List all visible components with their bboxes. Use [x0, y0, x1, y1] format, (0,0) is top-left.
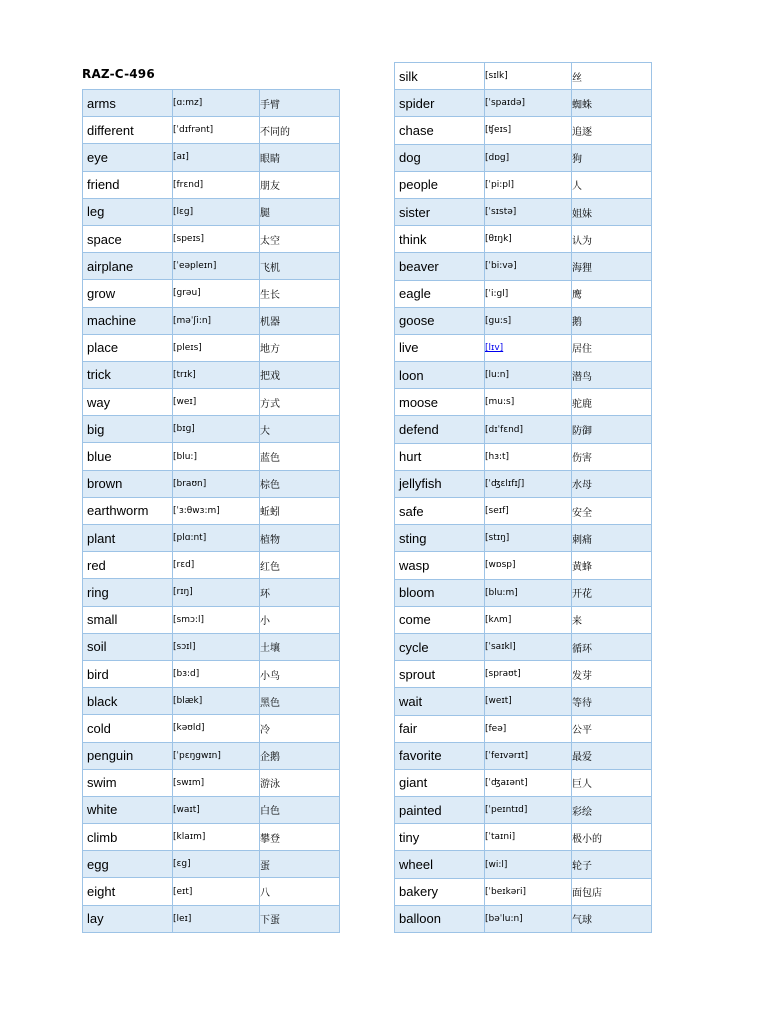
vocab-row: [83, 525, 340, 552]
vocab-row: [395, 688, 652, 715]
vocab-word: swim: [83, 769, 173, 796]
vocab-word: goose: [395, 307, 485, 334]
vocab-row: [395, 117, 652, 144]
vocab-row: [83, 144, 340, 171]
vocab-phonetic: [feə]: [485, 715, 572, 742]
vocab-translation: 伤害: [572, 443, 652, 470]
vocab-translation: 黑色: [260, 688, 340, 715]
vocab-word: soil: [83, 633, 173, 660]
vocab-translation: 面包店: [572, 878, 652, 905]
vocab-translation: 蓝色: [260, 443, 340, 470]
vocab-translation: 大: [260, 416, 340, 443]
vocab-word: bird: [83, 660, 173, 687]
vocab-phonetic: [ˈpɛŋgwɪn]: [173, 742, 260, 769]
vocab-phonetic: [rɛd]: [173, 552, 260, 579]
vocab-translation: 人: [572, 171, 652, 198]
vocab-phonetic: [spraʊt]: [485, 661, 572, 688]
vocab-word: favorite: [395, 742, 485, 769]
vocab-phonetic: [trɪk]: [173, 361, 260, 388]
vocabulary-table-right: [394, 62, 652, 933]
vocab-word: climb: [83, 824, 173, 851]
vocab-word: giant: [395, 769, 485, 796]
vocab-translation: 安全: [572, 498, 652, 525]
vocab-word: painted: [395, 797, 485, 824]
vocab-word: loon: [395, 362, 485, 389]
vocab-translation: 等待: [572, 688, 652, 715]
vocab-translation: 认为: [572, 226, 652, 253]
vocab-translation: 海狸: [572, 253, 652, 280]
vocab-row: [83, 225, 340, 252]
vocabulary-table-right-body: [395, 63, 652, 933]
vocab-word: hurt: [395, 443, 485, 470]
vocab-row: [395, 416, 652, 443]
vocab-phonetic: [waɪt]: [173, 796, 260, 823]
vocab-translation: 公平: [572, 715, 652, 742]
vocab-word: eye: [83, 144, 173, 171]
vocab-row: [83, 389, 340, 416]
vocab-translation: 环: [260, 579, 340, 606]
vocab-row: [83, 633, 340, 660]
vocab-phonetic: [weɪ]: [173, 389, 260, 416]
vocab-translation: 鹰: [572, 280, 652, 307]
vocab-phonetic: [speɪs]: [173, 225, 260, 252]
vocab-translation: 眼睛: [260, 144, 340, 171]
vocab-word: wasp: [395, 552, 485, 579]
vocab-phonetic: [rɪŋ]: [173, 579, 260, 606]
vocab-row: [395, 334, 652, 361]
vocab-phonetic: [sɔɪl]: [173, 633, 260, 660]
vocab-phonetic: [gu:s]: [485, 307, 572, 334]
vocabulary-table-left: [82, 89, 340, 933]
vocab-word: friend: [83, 171, 173, 198]
vocab-word: sister: [395, 198, 485, 225]
vocab-row: [83, 307, 340, 334]
vocab-word: dog: [395, 144, 485, 171]
vocab-row: [83, 361, 340, 388]
vocab-word: live: [395, 334, 485, 361]
vocab-word: red: [83, 552, 173, 579]
vocab-row: [83, 253, 340, 280]
vocab-phonetic: [ˈbeɪkəri]: [485, 878, 572, 905]
vocab-phonetic: [kəʊld]: [173, 715, 260, 742]
vocab-phonetic: [məˈʃi:n]: [173, 307, 260, 334]
vocab-word: tiny: [395, 824, 485, 851]
vocab-phonetic: [leɪ]: [173, 905, 260, 932]
vocab-row: [83, 715, 340, 742]
vocab-translation: 狗: [572, 144, 652, 171]
vocab-row: [395, 769, 652, 796]
vocab-row: [395, 552, 652, 579]
vocab-phonetic: [dɪˈfɛnd]: [485, 416, 572, 443]
vocab-row: [83, 171, 340, 198]
vocab-translation: 防御: [572, 416, 652, 443]
vocab-translation: 居住: [572, 334, 652, 361]
vocab-translation: 土壤: [260, 633, 340, 660]
vocab-row: [395, 606, 652, 633]
vocab-phonetic: [sɪlk]: [485, 63, 572, 90]
vocab-phonetic: [pleɪs]: [173, 334, 260, 361]
vocab-phonetic: [ˈtaɪni]: [485, 824, 572, 851]
vocab-word: moose: [395, 389, 485, 416]
vocab-phonetic: [eɪt]: [173, 878, 260, 905]
vocab-word: sprout: [395, 661, 485, 688]
vocab-row: [83, 878, 340, 905]
vocab-row: [83, 280, 340, 307]
vocab-word: different: [83, 117, 173, 144]
vocab-translation: 气球: [572, 905, 652, 932]
vocab-word: penguin: [83, 742, 173, 769]
vocab-word: spider: [395, 90, 485, 117]
vocab-row: [395, 226, 652, 253]
vocab-word: machine: [83, 307, 173, 334]
vocab-translation: 蜘蛛: [572, 90, 652, 117]
vocab-phonetic: [wi:l]: [485, 851, 572, 878]
vocab-translation: 冷: [260, 715, 340, 742]
vocab-word: eight: [83, 878, 173, 905]
vocab-phonetic: [frɛnd]: [173, 171, 260, 198]
vocab-phonetic: [ˈpeɪntɪd]: [485, 797, 572, 824]
vocab-word: safe: [395, 498, 485, 525]
vocab-phonetic: [ˈʤaɪənt]: [485, 769, 572, 796]
vocab-translation: 蚯蚓: [260, 497, 340, 524]
vocab-phonetic: [ˈsaɪkl]: [485, 633, 572, 660]
vocab-row: [395, 307, 652, 334]
vocab-phonetic: [ɛg]: [173, 851, 260, 878]
vocab-row: [83, 117, 340, 144]
vocab-translation: 地方: [260, 334, 340, 361]
vocab-row: [83, 796, 340, 823]
vocab-row: [395, 470, 652, 497]
vocab-word: big: [83, 416, 173, 443]
vocab-word: jellyfish: [395, 470, 485, 497]
vocab-row: [395, 144, 652, 171]
vocab-row: [83, 334, 340, 361]
vocab-row: [395, 525, 652, 552]
vocab-word: lay: [83, 905, 173, 932]
vocab-word: blue: [83, 443, 173, 470]
vocab-phonetic: [θɪŋk]: [485, 226, 572, 253]
vocab-translation: 棕色: [260, 470, 340, 497]
vocab-phonetic: [grəu]: [173, 280, 260, 307]
vocab-translation: 小: [260, 606, 340, 633]
vocab-row: [395, 742, 652, 769]
vocab-phonetic: [lu:n]: [485, 362, 572, 389]
vocab-row: [395, 579, 652, 606]
vocab-word: black: [83, 688, 173, 715]
vocab-row: [395, 851, 652, 878]
vocab-translation: 不同的: [260, 117, 340, 144]
vocab-phonetic: [ˈsɪstə]: [485, 198, 572, 225]
vocab-translation: 最爱: [572, 742, 652, 769]
vocab-row: [395, 443, 652, 470]
vocab-translation: 极小的: [572, 824, 652, 851]
vocab-translation: 丝: [572, 63, 652, 90]
vocab-row: [83, 824, 340, 851]
vocab-translation: 企鹅: [260, 742, 340, 769]
vocab-phonetic: [weɪt]: [485, 688, 572, 715]
vocab-translation: 游泳: [260, 769, 340, 796]
vocab-row: [395, 90, 652, 117]
vocab-phonetic: [smɔ:l]: [173, 606, 260, 633]
vocab-row: [395, 633, 652, 660]
vocab-phonetic: [braʊn]: [173, 470, 260, 497]
vocab-translation: 腿: [260, 198, 340, 225]
vocab-translation: 攀登: [260, 824, 340, 851]
vocab-row: [83, 198, 340, 225]
vocab-translation: 姐妹: [572, 198, 652, 225]
vocab-word: place: [83, 334, 173, 361]
vocab-word: arms: [83, 90, 173, 117]
vocab-translation: 刺痛: [572, 525, 652, 552]
vocab-phonetic: [ˈi:gl]: [485, 280, 572, 307]
vocab-translation: 红色: [260, 552, 340, 579]
vocab-translation: 水母: [572, 470, 652, 497]
vocab-row: [83, 470, 340, 497]
vocab-phonetic: [ˈfeɪvərɪt]: [485, 742, 572, 769]
vocab-word: bloom: [395, 579, 485, 606]
vocab-row: [83, 579, 340, 606]
vocab-translation: 轮子: [572, 851, 652, 878]
vocab-phonetic: [ʧeɪs]: [485, 117, 572, 144]
vocab-phonetic: [seɪf]: [485, 498, 572, 525]
vocab-row: [395, 198, 652, 225]
vocab-word: airplane: [83, 253, 173, 280]
vocab-phonetic: [bɪg]: [173, 416, 260, 443]
vocab-row: [395, 661, 652, 688]
vocab-translation: 潜鸟: [572, 362, 652, 389]
vocab-row: [83, 497, 340, 524]
vocab-word: come: [395, 606, 485, 633]
vocab-translation: 八: [260, 878, 340, 905]
vocab-phonetic: [ˈpi:pl]: [485, 171, 572, 198]
vocab-phonetic: [klaɪm]: [173, 824, 260, 851]
vocab-translation: 机器: [260, 307, 340, 334]
vocab-word: cold: [83, 715, 173, 742]
vocab-translation: 彩绘: [572, 797, 652, 824]
vocab-translation: 小鸟: [260, 660, 340, 687]
vocab-phonetic: [ˈeəpleɪn]: [173, 253, 260, 280]
vocab-translation: 黄蜂: [572, 552, 652, 579]
vocab-word: balloon: [395, 905, 485, 932]
vocab-row: [395, 905, 652, 932]
vocab-phonetic-cell: [485, 334, 572, 361]
vocab-translation: 飞机: [260, 253, 340, 280]
vocab-translation: 植物: [260, 525, 340, 552]
vocab-translation: 方式: [260, 389, 340, 416]
vocab-translation: 蛋: [260, 851, 340, 878]
vocab-phonetic: [ˈbi:və]: [485, 253, 572, 280]
vocab-row: [395, 797, 652, 824]
vocab-row: [83, 416, 340, 443]
vocab-word: fair: [395, 715, 485, 742]
vocabulary-table-left-body: [83, 90, 340, 933]
vocab-row: [83, 905, 340, 932]
vocab-phonetic: [wɒsp]: [485, 552, 572, 579]
vocab-word: defend: [395, 416, 485, 443]
vocab-phonetic: [blu:m]: [485, 579, 572, 606]
vocab-word: white: [83, 796, 173, 823]
vocab-phonetic-link[interactable]: [lɪv]: [485, 342, 504, 353]
vocab-word: wait: [395, 688, 485, 715]
vocab-translation: 鹅: [572, 307, 652, 334]
vocab-word: sting: [395, 525, 485, 552]
vocab-translation: 下蛋: [260, 905, 340, 932]
vocab-word: silk: [395, 63, 485, 90]
vocab-word: earthworm: [83, 497, 173, 524]
vocab-row: [83, 742, 340, 769]
vocab-row: [395, 715, 652, 742]
vocab-word: plant: [83, 525, 173, 552]
vocab-word: chase: [395, 117, 485, 144]
vocab-phonetic: [kʌm]: [485, 606, 572, 633]
vocab-row: [83, 660, 340, 687]
vocab-row: [395, 389, 652, 416]
vocab-row: [83, 606, 340, 633]
vocab-row: [83, 688, 340, 715]
vocab-phonetic: [dɒg]: [485, 144, 572, 171]
vocab-word: people: [395, 171, 485, 198]
vocab-translation: 把戏: [260, 361, 340, 388]
vocab-word: space: [83, 225, 173, 252]
vocab-row: [83, 443, 340, 470]
vocab-word: egg: [83, 851, 173, 878]
vocab-word: bakery: [395, 878, 485, 905]
vocab-translation: 生长: [260, 280, 340, 307]
vocab-phonetic: [mu:s]: [485, 389, 572, 416]
vocab-phonetic: [ˈdɪfrənt]: [173, 117, 260, 144]
vocab-row: [83, 769, 340, 796]
vocab-phonetic: [lɛg]: [173, 198, 260, 225]
vocab-translation: 手臂: [260, 90, 340, 117]
vocab-phonetic: [blu:]: [173, 443, 260, 470]
vocab-word: ring: [83, 579, 173, 606]
vocab-phonetic: [bəˈlu:n]: [485, 905, 572, 932]
vocab-row: [83, 90, 340, 117]
vocab-translation: 白色: [260, 796, 340, 823]
vocab-row: [395, 498, 652, 525]
vocab-phonetic: [hɜ:t]: [485, 443, 572, 470]
vocab-translation: 开花: [572, 579, 652, 606]
vocab-word: beaver: [395, 253, 485, 280]
vocab-phonetic: [stɪŋ]: [485, 525, 572, 552]
vocab-row: [83, 552, 340, 579]
vocab-word: way: [83, 389, 173, 416]
vocab-word: cycle: [395, 633, 485, 660]
document-title: RAZ-C-496: [82, 67, 155, 81]
vocab-row: [395, 253, 652, 280]
vocab-row: [395, 280, 652, 307]
vocab-translation: 循环: [572, 633, 652, 660]
vocab-phonetic: [blæk]: [173, 688, 260, 715]
vocab-phonetic: [ɑ:mz]: [173, 90, 260, 117]
vocab-phonetic: [ˈspaɪdə]: [485, 90, 572, 117]
vocab-row: [395, 63, 652, 90]
vocab-phonetic: [swɪm]: [173, 769, 260, 796]
vocab-word: small: [83, 606, 173, 633]
vocab-word: trick: [83, 361, 173, 388]
vocab-row: [83, 851, 340, 878]
vocab-phonetic: [ˈɜ:θwɜ:m]: [173, 497, 260, 524]
vocab-word: think: [395, 226, 485, 253]
vocab-word: eagle: [395, 280, 485, 307]
vocab-phonetic: [aɪ]: [173, 144, 260, 171]
vocab-translation: 发芽: [572, 661, 652, 688]
vocab-word: brown: [83, 470, 173, 497]
vocab-translation: 驼鹿: [572, 389, 652, 416]
vocab-phonetic: [ˈʤɛlɪfɪʃ]: [485, 470, 572, 497]
vocab-phonetic: [plɑ:nt]: [173, 525, 260, 552]
vocab-word: grow: [83, 280, 173, 307]
vocab-row: [395, 171, 652, 198]
vocab-row: [395, 362, 652, 389]
vocab-translation: 太空: [260, 225, 340, 252]
vocab-phonetic: [bɜ:d]: [173, 660, 260, 687]
vocab-row: [395, 824, 652, 851]
vocab-word: leg: [83, 198, 173, 225]
vocab-translation: 朋友: [260, 171, 340, 198]
vocab-translation: 追逐: [572, 117, 652, 144]
vocab-translation: 巨人: [572, 769, 652, 796]
vocab-row: [395, 878, 652, 905]
vocab-word: wheel: [395, 851, 485, 878]
vocab-translation: 来: [572, 606, 652, 633]
